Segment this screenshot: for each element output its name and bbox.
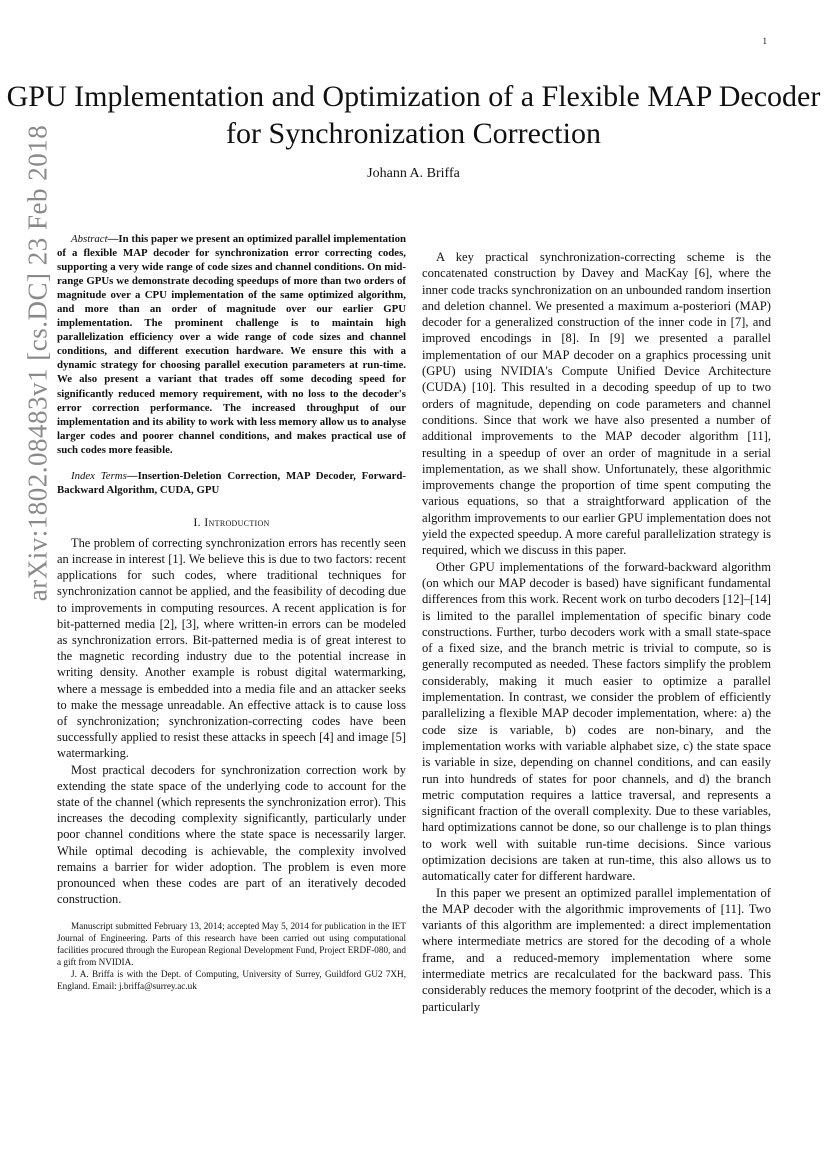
abstract-text: —In this paper we present an optimized parallel implementation of a flexible MAP decoder for synchronization error correcting codes, supporting a very wide range of code sizes and channel conditions. On mid-range GPUs we demonstrate decoding speedups of more than two orders of magnitude over a CPU implementation of the same optimized algorithm, and more than an order of magnitude over our earlier GPU implementation. The prominent challenge is to maintain high parallelization efficiency over a wide range of code sizes and channel conditions, and different execution hardware. We ensure this with a dynamic strategy for choosing parallel execution parameters at run-time. We also present a variant that trades off some decoding speed for significantly reduced memory requirement, with no loss to the decoder's error correction performance. The increased throughput of our implementation and its ability to work with less memory allow us to analyse larger codes and poorer channel conditions, and makes practical use of such codes more feasible.: [57, 233, 406, 456]
body-paragraph-1: A key practical synchronization-correcting scheme is the concatenated construction by Davey and MacKay [6], where the inner code tracks synchronization on an unbounded random insertion and deletion channel. We presented a maximum a-posteriori (MAP) decoder for a generalized construction of the inner code in [7], and improved encodings in [8]. In [9] we presented a parallel implementation of our MAP decoder on a graphics processing unit (GPU) using NVIDIA's Compute Unified Device Architecture (CUDA) [10]. This resulted in a decoding speedup of up to two orders of magnitude, depending on code parameters and channel conditions. Since that work we have also presented a number of additional improvements to the MAP decoder algorithm [11], resulting in a speedup of over an order of magnitude in a serial implementation, as we shall show. Unfortunately, these algorithmic improvements change the proportion of time spent computing the various equations, so that a straightforward application of the algorithm improvements to our earlier GPU implementation does not yield the expected speedup. A more careful parallelization strategy is required, which we discuss in this paper.: [422, 250, 771, 558]
arxiv-identifier-stamp[interactable]: arXiv:1802.08483v1 [cs.DC] 23 Feb 2018: [22, 124, 53, 602]
index-terms-lead: Index Terms: [71, 469, 127, 482]
body-paragraph-2: Other GPU implementations of the forward-backward algorithm (on which our MAP decoder is based) have significant fundamental differences from this work. Recent work on turbo decoders [12]–[14] is limited to the parallel implementation of specific binary code constructions. Further, turbo decoders work with a small state-space of a fixed size, and the branch metric is trivial to compute, so is generally recomputed as needed. These factors simplify the problem considerably, making it much easier to optimize a parallel implementation. In contrast, we consider the problem of efficiently parallelizing a flexible MAP decoder implementation, where: a) the code size is variable, b) codes are non-binary, and the implementation works with variable alphabet size, c) the state space is variable in size, depending on channel conditions, and can easily run into hundreds of states for poor channels, and d) the branch metric computation requires a lattice traversal, and represents a significant fraction of the overall complexity. Due to these variables, hard optimizations cannot be done, so our challenge is to plan things to work well with suitable run-time decisions. Since various optimization decisions are taken at run-time, this also allows us to automatically cater for different hardware.: [422, 559, 771, 884]
index-terms-text: —Insertion-Deletion Correction, MAP Decoder, Forward-Backward Algorithm, CUDA, GPU: [57, 469, 406, 496]
left-column: [57, 232, 406, 993]
right-column: [422, 249, 771, 1015]
page-number: 1: [762, 36, 767, 46]
footnote-affiliation: J. A. Briffa is with the Dept. of Computing, University of Surrey, Guildford GU2 7XH, England. Email: j.briffa@surrey.ac.uk: [57, 969, 406, 991]
index-terms: [57, 469, 406, 497]
body-paragraph-3: In this paper we present an optimized parallel implementation of the MAP decoder with the algorithmic improvements of [11]. Two variants of this algorithm are implemented: a direct implementation where intermediate metrics are stored for the decoding of a whole frame, and a reduced-memory implementation where some intermediate metrics are recalculated for the backward pass. This considerably reduces the memory footprint of the decoder, which is a particularly: [422, 885, 771, 1014]
footnote-manuscript: Manuscript submitted February 13, 2014; accepted May 5, 2014 for publication in the IET Journal of Engineering. Parts of this research have been carried out using computational facilities procured through the European Regional Development Fund, Project ERDF-080, and a gift from NVIDIA.: [57, 921, 406, 968]
author-name: Johann A. Briffa: [367, 166, 460, 181]
section-heading-introduction: I. Introduction: [193, 514, 270, 529]
intro-paragraph-2: Most practical decoders for synchronization correction work by extending the state space of the underlying code to account for the state of the channel (which represents the synchronization error). This increases the decoding complexity significantly, particularly under poor channel conditions where the state space is necessarily larger. While optimal decoding is achievable, the complexity involved remains a barrier for wider adoption. The problem is even more pronounced when these codes are part of an iteratively decoded construction.: [57, 762, 406, 907]
paper-title: GPU Implementation and Optimization of a Flexible MAP Decoder for Synchronization Correction: [6, 80, 821, 150]
abstract-lead: Abstract: [71, 233, 108, 245]
footnotes: [57, 921, 406, 992]
intro-paragraph-1: The problem of correcting synchronization errors has recently seen an increase in interest [1]. We believe this is due to two factors: recent applications for such codes, where traditional techniques for synchronization cannot be applied, and the feasibility of decoding due to improvements in computing resources. A recent application is for bit-patterned media [2], [3], where written-in errors can be modeled as synchronization errors. Bit-patterned media is of great interest to the magnetic recording industry due to the potential increase in writing density. Another example is robust digital watermarking, where a message is embedded into a media file and an attacker seeks to make the message unreadable. An effective attack is to cause loss of synchronization; synchronization-correcting codes have been successfully applied to resist these attacks in speech [4] and image [5] watermarking.: [57, 535, 406, 761]
abstract: [57, 232, 406, 457]
